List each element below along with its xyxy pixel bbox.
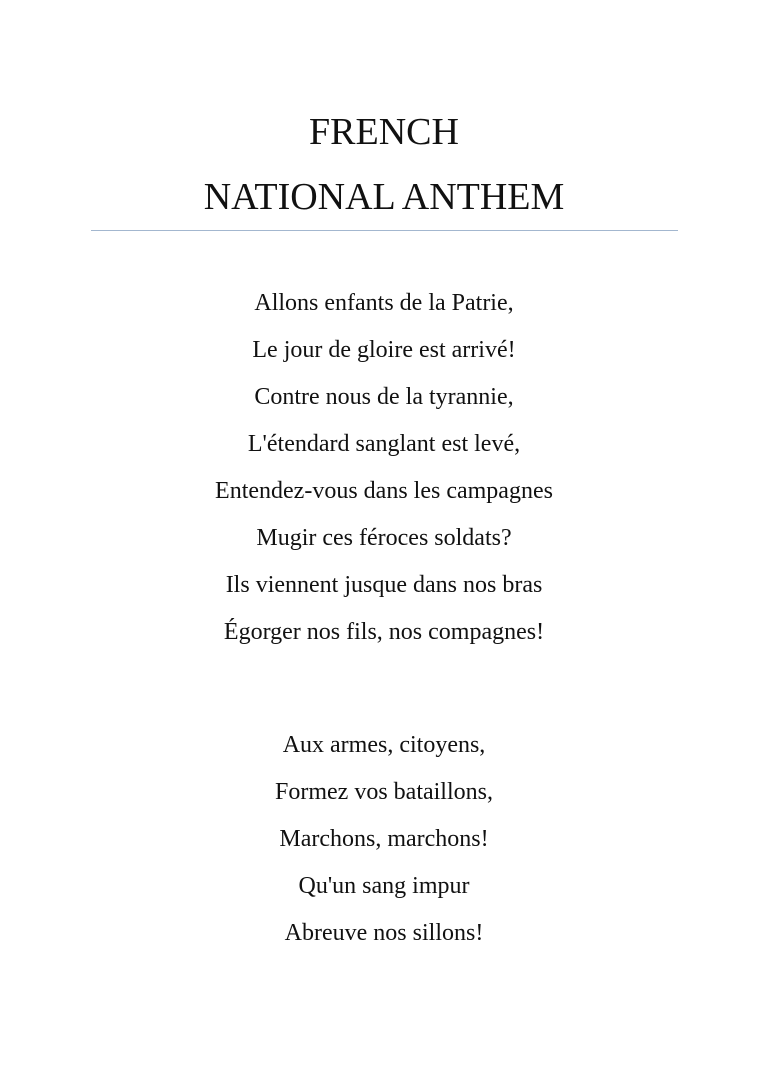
- chorus-line: Abreuve nos sillons!: [284, 920, 484, 946]
- verse-line: L'étendard sanglant est levé,: [247, 431, 521, 457]
- verse-line: Ils viennent jusque dans nos bras: [225, 572, 543, 598]
- chorus-stanza: [0, 722, 768, 957]
- verse-line: Le jour de gloire est arrivé!: [252, 337, 516, 363]
- verse-line: Allons enfants de la Patrie,: [254, 290, 514, 316]
- title-line-2: NATIONAL ANTHEM: [203, 176, 565, 218]
- verse-line: Entendez-vous dans les campagnes: [215, 478, 553, 504]
- chorus-line: Qu'un sang impur: [298, 873, 470, 899]
- chorus-line: Aux armes, citoyens,: [282, 732, 486, 758]
- verse-line: Égorger nos fils, nos compagnes!: [223, 619, 545, 645]
- chorus-line: Marchons, marchons!: [279, 826, 489, 852]
- chorus-line: Formez vos bataillons,: [275, 779, 493, 805]
- title-divider: [91, 230, 678, 231]
- verse-stanza: [0, 280, 768, 656]
- verse-line: Contre nous de la tyrannie,: [254, 384, 514, 410]
- title-line-1: FRENCH: [309, 111, 459, 153]
- verse-line: Mugir ces féroces soldats?: [256, 525, 512, 551]
